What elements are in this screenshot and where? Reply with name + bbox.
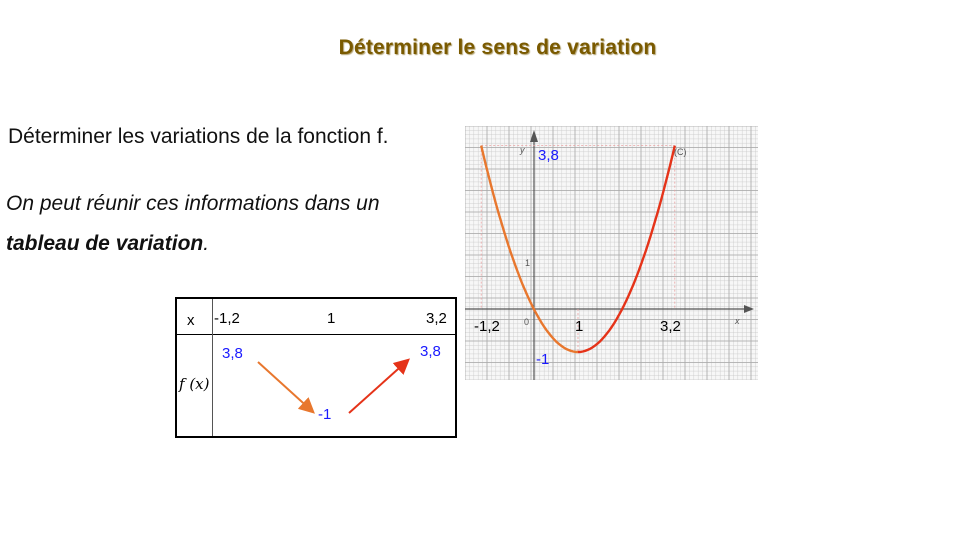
x-value-middle: 1	[327, 310, 336, 327]
graph-canvas	[465, 126, 758, 380]
curve-label: (C)	[674, 147, 687, 157]
variation-arrows	[177, 299, 457, 438]
note-bold-term: tableau de variation	[6, 232, 204, 255]
slide-title: Déterminer le sens de variation	[338, 36, 657, 59]
x-tick-one: 1	[575, 318, 584, 335]
f-label: f (x)	[179, 375, 210, 393]
y-label-one: 1	[525, 258, 531, 268]
x-value-start: -1,2	[214, 310, 240, 327]
f-value-min: -1	[318, 406, 332, 423]
note-end: .	[203, 232, 210, 255]
origin-label: 0	[524, 317, 530, 327]
function-graph	[465, 126, 758, 380]
x-axis-label: x	[735, 316, 740, 326]
f-value-end: 3,8	[420, 343, 441, 360]
increasing-arrow	[349, 361, 407, 413]
y-axis-label: y	[520, 145, 525, 155]
x-header: x	[187, 312, 195, 329]
x-tick-end: 3,2	[660, 318, 681, 335]
instruction-text: Déterminer les variations de la fonction f.	[8, 125, 389, 148]
note-text: On peut réunir ces informations dans un	[6, 192, 380, 215]
y-label-min: -1	[536, 351, 550, 368]
note-paragraph	[6, 184, 456, 264]
f-value-start: 3,8	[222, 345, 243, 362]
decreasing-arrow	[258, 362, 312, 411]
x-tick-start: -1,2	[474, 318, 500, 335]
variation-table	[175, 297, 457, 438]
x-value-end: 3,2	[426, 310, 447, 327]
y-label-top: 3,8	[538, 147, 559, 164]
